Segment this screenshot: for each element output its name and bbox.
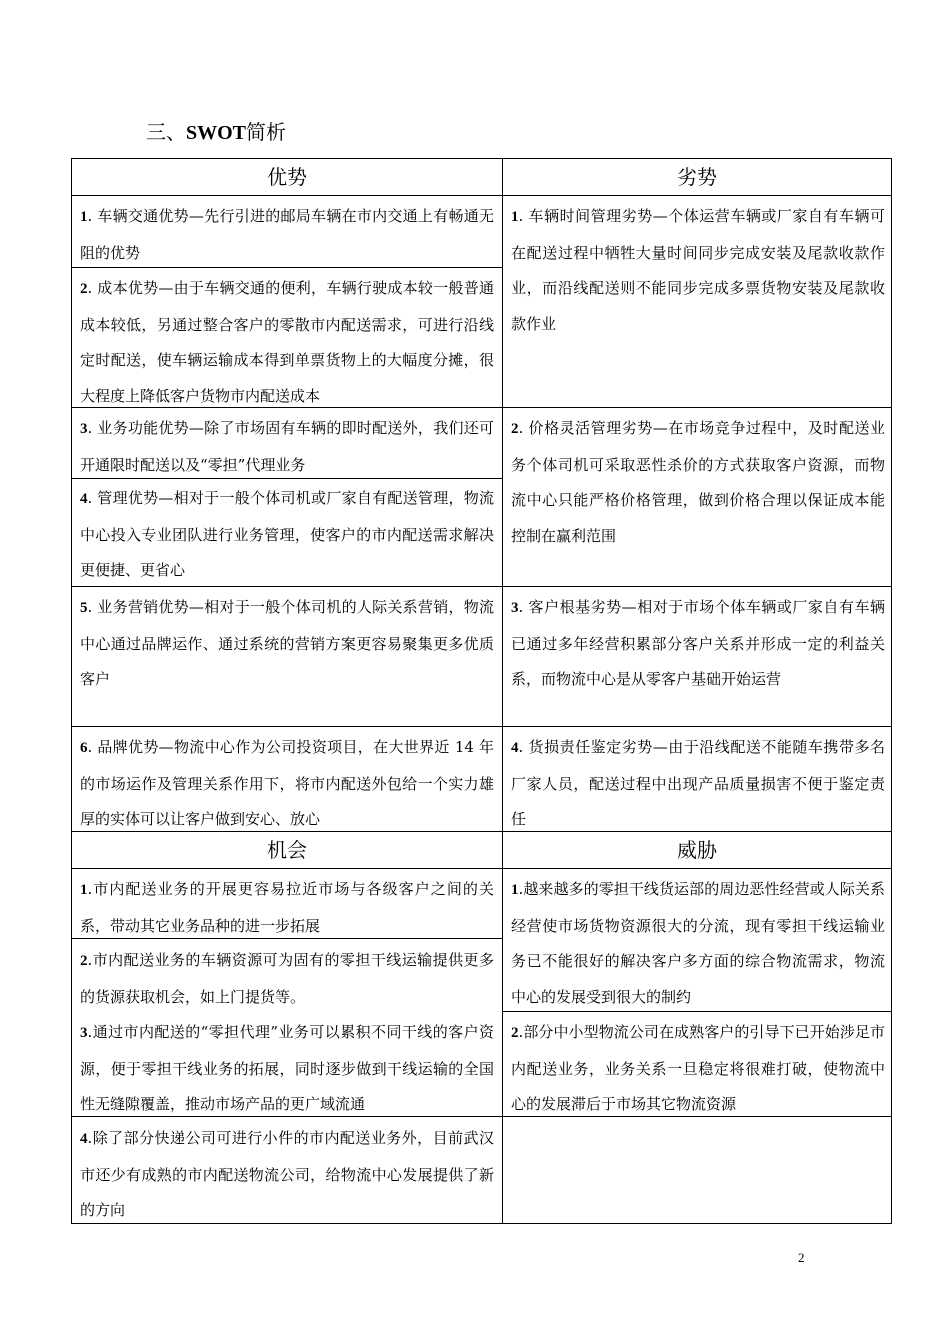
- strength-item: 4. 管理优势—相对于一般个体司机或厂家自有配送管理，物流中心投入专业团队进行业务管理，使客户的市内配送需求解决更便捷、更省心: [80, 489, 494, 579]
- section-title: 三、SWOT简析: [146, 120, 287, 144]
- header-threats: 威胁: [677, 838, 717, 862]
- opportunity-item: 3.通过市内配送的“零担代理”业务可以累积不同干线的客户资源，便于零担干线业务的拓展，同时逐步做到干线运输的全国性无缝隙覆盖，推动市场产品的更广域流通: [80, 1023, 494, 1113]
- strength-item: 3. 业务功能优势—除了市场固有车辆的即时配送外，我们还可开通限时配送以及“零担”代理业务: [80, 419, 494, 474]
- header-weaknesses: 劣势: [677, 165, 717, 189]
- opportunity-item: 2.市内配送业务的车辆资源可为固有的零担干线运输提供更多的货源获取机会，如上门提货等。: [80, 951, 494, 1006]
- weakness-item: 1. 车辆时间管理劣势—个体运营车辆或厂家自有车辆可在配送过程中牺牲大量时间同步完成安装及尾款收款作业，而沿线配送则不能同步完成多票货物安装及尾款收款作业: [511, 207, 885, 333]
- weakness-item: 4. 货损责任鉴定劣势—由于沿线配送不能随车携带多名厂家人员，配送过程中出现产品质量损害不便于鉴定责任: [511, 738, 885, 828]
- strength-item: 6. 品牌优势—物流中心作为公司投资项目，在大世界近 14 年的市场运作及管理关系作用下，将市内配送外包给一个实力雄厚的实体可以让客户做到安心、放心: [80, 738, 494, 828]
- table-border-right: [891, 158, 892, 1224]
- weakness-item: 2. 价格灵活管理劣势—在市场竞争过程中，及时配送业务个体司机可采取恶性杀价的方式获取客户资源，而物流中心只能严格价格管理，做到价格合理以保证成本能控制在赢利范围: [511, 419, 885, 545]
- row-divider: [71, 868, 892, 869]
- column-divider: [502, 158, 503, 1224]
- table-border-left: [71, 158, 72, 1224]
- strength-item: 2. 成本优势—由于车辆交通的便利，车辆行驶成本较一般普通成本较低，另通过整合客户的零散市内配送需求，可进行沿线定时配送，使车辆运输成本得到单票货物上的大幅度分摊，很大程度上降低客户货物市内配送成本: [80, 279, 494, 405]
- weakness-item: 3. 客户根基劣势—相对于市场个体车辆或厂家自有车辆已通过多年经营积累部分客户关系并形成一定的利益关系，而物流中心是从零客户基础开始运营: [511, 598, 885, 688]
- row-divider: [71, 195, 892, 196]
- row-divider: [71, 726, 892, 727]
- opportunity-item: 1.市内配送业务的开展更容易拉近市场与各级客户之间的关系，带动其它业务品种的进一步拓展: [80, 880, 494, 935]
- header-strengths: 优势: [267, 165, 307, 189]
- threat-item: 2.部分中小型物流公司在成熟客户的引导下已开始涉足市内配送业务，业务关系一旦稳定将很难打破，使物流中心的发展滞后于市场其它物流资源: [511, 1023, 885, 1113]
- opportunity-item: 4.除了部分快递公司可进行小件的市内配送业务外，目前武汉市还少有成熟的市内配送物流公司，给物流中心发展提供了新的方向: [80, 1129, 494, 1219]
- strength-item: 1. 车辆交通优势—先行引进的邮局车辆在市内交通上有畅通无阻的优势: [80, 207, 494, 262]
- threat-item: 1.越来越多的零担干线货运部的周边恶性经营或人际关系经营使市场货物资源很大的分流，现有零担干线运输业务已不能很好的解决客户多方面的综合物流需求，物流中心的发展受到很大的制约: [511, 880, 885, 1006]
- strength-item: 5. 业务营销优势—相对于一般个体司机的人际关系营销，物流中心通过品牌运作、通过系统的营销方案更容易聚集更多优质客户: [80, 598, 494, 688]
- page-number: 2: [798, 1250, 805, 1265]
- header-opportunities: 机会: [267, 838, 307, 862]
